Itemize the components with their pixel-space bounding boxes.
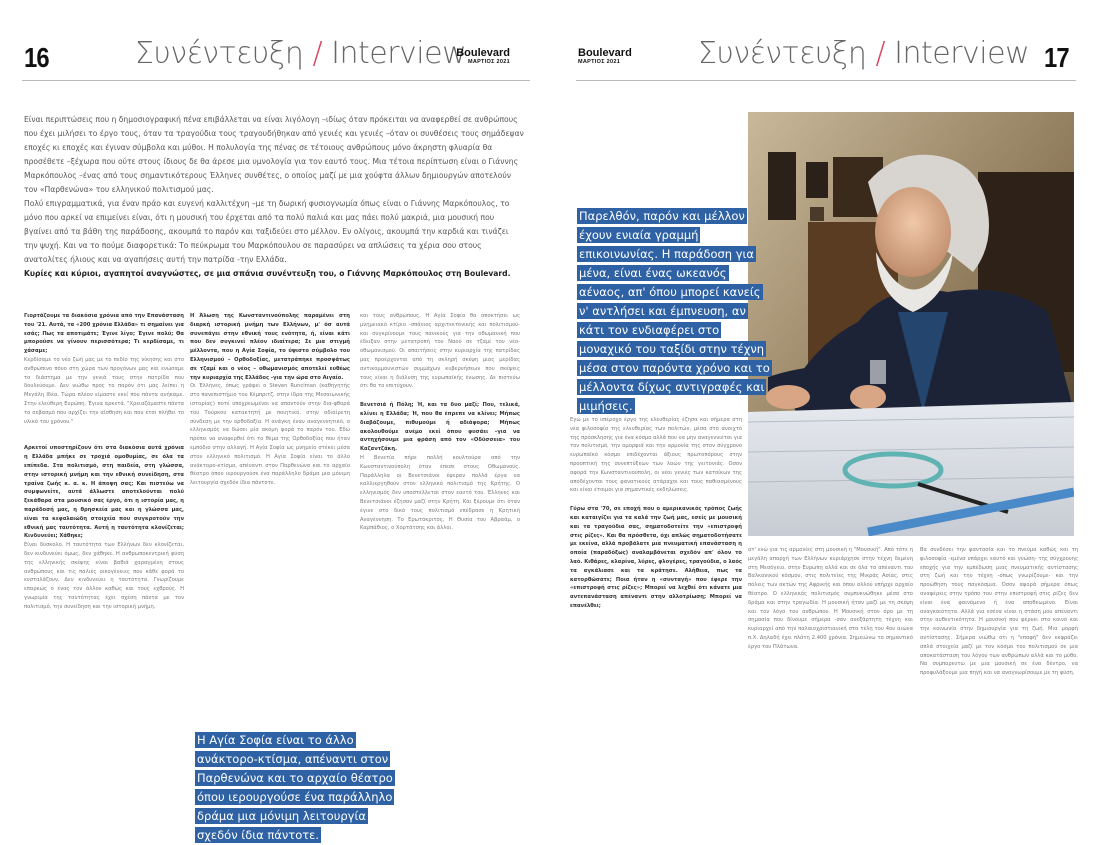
section-title-english: Interview <box>894 36 1030 71</box>
question: Γύρω στα '70, σε εποχή που ο αμερικανικός τρόπος ζωής και καταιγίζει για τα καλά την ζωή μας, εσείς με μουσική και τα τραγούδια σας, σηματοδοτείτε την «επιστροφή στις ρίζες». Και θα πρόσθετα, όχι απλώς σηματοδοτήσατε με εκείνα, αλλά προβάλατε μια πνευματική επανάσταση η οποία (παραδόξως) αναλαμβάνεται σχεδόν απ' όλον το λαό. Κιθάρες, κλαρίνα, λύρες, φλογέρες, τραγούδια, ο λαός τα αγκάλιασε και τα κράτησε. Αλήθεια, πως τα κατορθώσατε; Ποια ήταν η «συνταγή» που έφερε την «επιστροφή στις ρίζες»; Μπορεί να λεχθεί ότι κάνατε μια αντεπανάσταση απέναντι στην αλλοτρίωση; Μπορεί να επανέλθει; <box>570 506 742 609</box>
section-title <box>698 36 1029 71</box>
brand-name: Boulevard <box>578 47 632 59</box>
section-title-greek: Συνέντευξη <box>135 36 304 71</box>
answer: Εγώ με το υπέροχο έργο της ελευθερίας έζησα και σήμερα στη νέα φιλοσοφία της ελευθερίας των πολιτών, μέσα στο ανοιχτό της πρόσκλησης για ένα κόσμο αλλά που να μην αναγεννιέται για τον πολιτισμό, την ομορφιά και την αρμονία της στον σύγχρονο ευρωπαϊκό κόσμο επιδέχονται άξιους πρωτοπόρους στην προοπτική της συνεπτύξεων των λαών της γειτονιάς. Οσον αφορά την Κωνσταντινούπολη, οι νέοι γενιές των κατοίκων της αποδέχονται τους φανατικούς ατάραχοι και τους παθιασμένους και είναι έτοιμοι για σημαντικές εκδηλώσεις. <box>570 417 742 494</box>
answer: Είναι δύσκολο. Η ταυτότητα των Ελλήνων δεν κλονίζεται, δεν κινδυνεύει όμως, δεν χάθηκε. Η ανθρωποκεντρική φύση της ελληνικής σκέψης είναι βαθιά χαραγμένη στους ανθρώπους και τις παλιές οικογένειες που κάθε φορά το ενσταλάζουν. Δεν κινδυνεύει η ταυτότητα. Γνωρίζουμε επαρκώς ο ένας τον άλλον καθώς και τους εχθρούς. Η γνωριμία της ταυτότητας έχει σχέση πάντα με τον πολιτισμό, την συνείδηση και την ιστορική μνήμη. <box>24 542 184 610</box>
section-slash: / <box>312 36 323 71</box>
header-divider <box>22 80 530 81</box>
question: Αρκετοί υποστηρίζουν ότι στα διακόσια αυτά χρόνια η Ελλάδα μπήκε σε τροχιά ομοθυμίας, σε όλα τα επίπεδα. Στα πολιτισμό, στη παιδεία, στη γλώσσα, στην ιστορική μνήμη και την εθνική συνείδηση, στα τραίνα ζωής κ. α. κ. Η άποψη σας; Και πιστεύω να συμφωνείτε, αυτά άλλωστε αποτελούνται πολύ ξεκάθαρα στα μουσικό σας έργο, ότι η ιστορία μας, η παράδοσή μας, η θρησκεία μας και η γλώσσα μας, είναι τα κεφαλαιώδη στοιχεία που συγκροτούν την εθνική μας ταυτότητα. Αυτή η ταυτότητα κλονίζεται; Κινδυνεύει; Χάθηκε; <box>24 445 184 540</box>
pull-quote-text: Παρελθόν, παρόν και μέλλον έχουν ενιαία γραμμή επικοινωνίας. Η παράδοση για μένα, είναι ένας ωκεανός αέναος, απ' όπου μπορεί κανείς ν' αντλήσει και έμπνευση, αν κάτι τον ενδιαφέρει στο μοναχικό του ταξίδι στην τέχνη μέσα στον παρόντα χρόνο και το μέλλοντα δίχως αντιγραφές και μιμήσεις. <box>579 209 770 413</box>
intro-closing: Κυρίες και κύριοι, αγαπητοί αναγνώστες, σε μια σπάνια συνέντευξη του, ο Γιάννης Μαρκόπουλος στη Boulevard. <box>24 269 511 278</box>
page-number: 16 <box>24 42 49 73</box>
question: Βενετσιά ή Πόλη; Ή, και τα δυο μαζί; Που, τελικά, κλίνει η Ελλάδα; Ή, που θα έπρεπε να κλίνει; Μήπως διαβάζουμε, πιθυμούμε ή αδιάφορα; Μήπως ακολουθούμε ανέμο εκεί όπου φυσάει –για να αντηχήσουμε μια φράση από τον «Οδύσσεια» του Καζαντζάκη. <box>360 402 520 453</box>
brand-logo <box>456 48 510 65</box>
section-title-greek: Συνέντευξη <box>698 36 867 71</box>
answer: ατ' ενώ για τις αρμονίες στη μουσική η "Μουσική". Από τότε η μεγάλη απαρχή των Ελλήνων κυριάρχησε στην τέχνη δεμένη στη Μεσόγειο, στην Ευρώπη αλλά και σε όλα τα απέναντι του Βαλκανικού κόσμου, στις πολιτείες της Μικράς Ασίας, στις πόλεις των ακτών της Αφρικής και όπου αλλού υπήρχε αρχαίο θέατρο. Ο ελληνικός πολιτισμός συμπυκνώθηκε μέσα στο δράμα και στην τραγωδία. Η μουσική ήταν μαζί με τη σκέψη και τον λόγο του ανθρώπου. Η Μουσική στον όρο με τη σημασία που δίνουμε σήμερα -σαν ανεξάρτητη τέχνη και κυριαρχεί από την παλαιοχριστιανική στα τέλη του 4ου αιώνα π.Χ. Δηλαδή έχει πλάτη 2.400 χρόνια. Σημειώνω το σημαντικό έργο του Πλάτωνα. <box>748 547 913 650</box>
brand-logo <box>578 48 632 65</box>
section-title-english: Interview <box>331 36 467 71</box>
answer: Η Βενετία πήρε πολλή κουλτούρα από την Κωνσταντινούπολη όταν έπεσε στους Οθωμανούς. Παράλληλα οι Βενετσιάνοι έφεραν πολλά έργα να καλλιεργηθούν στον ελληνικό πολιτισμό της Κρήτης. Ο ελληνισμός δεν υποστέλλεται στον εαυτό του. Έλληνες και Βενετσιάνοι έζησαν μαζί στην Κρήτη. Και ξέρουμε ότι όταν έγινε στο δικό τους πολιτισμό επέδρασε η Κρητική Αναγέννηση. Το Ερωτόκριτος, Η Θυσία του Αβραάμ, ο Καρπάθιος, ο Χορτάτσης και άλλοι. <box>360 454 520 532</box>
article-column-2 <box>748 546 913 818</box>
article-column-1 <box>24 312 184 752</box>
answer: Βα συνδέσει την φαντασία και το πνεύμα καθώς και τη φιλοσοφία -εμένα υπάρχει εαυτό και γνώση- της σύγχρονης εποχής για την εμπέδωση μιας πνευματικής αντίστασης στη ζωή και την τέχνη -όπως γνωρίζουμε- και την προώθηση τους παγκόσμια. Όσον αφορά σήμερα όπως αναφέρεις στην τρόπο του στην επιστροφή στις ρίζες δεν είναι ένα φαινόμενο ή ένα αποθεωμένο. Είναι αναγκαιότητα. Αλλά για εσένα είναι η στάση μου απέναντι στην αυθεντικότητα. Η μουσική που φέρνει στο κοινό και την κοινωνία στην δημιουργία για τη ζωή. Μια μορφή αντίστασης. Σήμερα νιώθω ότι η "επαφή" δεν εκφράζει απλά στοιχεία μαζί με τον κόσμο του πολιτισμού σε μια αποκατάσταση του λόγου των ανθρώπων αλλά και το μύθο. Να συμπορευτώ με μια μουσική σε ένα δέντρο, να προφυλάξουμε μια πηγή και να αναγνωρίσουμε με τη φύση. <box>920 547 1078 677</box>
portrait-photo <box>748 112 1074 536</box>
brand-name: Boulevard <box>456 47 510 59</box>
brand-issue: ΜΑΡΤΙΟΣ 2021 <box>578 59 621 65</box>
pull-quote <box>577 207 773 416</box>
intro-paragraph: Είναι περιπτώσεις που η δημοσιογραφική πένα επιβάλλεται να είναι λιγόλογη –ιδίως όταν πρόκειται να αναφερθεί σε ανθρώπους που έχει μιλήσει το έργο τους, όταν τα τραγούδια τους τραγουδήθηκαν από γενιές και γενιές –όταν οι συνθέσεις τους σημάδεψαν εποχές κι εποχές και έγιναν σύμβολα και μύθοι. Η πολυλογία της πένας σε τέτοιους ανθρώπους μόνο άκρηστη φλυαρία θα προσέθετε –ξέχωρα που ούτε στους ίδιους δε θα άρεσε μια υμνολογία για τον εαυτό τους. Μια τέτοια περίπτωση είναι ο Γιάννης Μαρκόπουλος –ένας από τους σημαντικότερους Έλληνες συνθέτες, ο οποίος μαζί με μια χούφτα άλλων δημιουργών αποτελούν τον «Παρθενώνα» του ελληνικού πολιτισμού μας. <box>24 115 524 194</box>
face <box>875 187 951 277</box>
question: Γιορτάζουμε τα διακόσια χρόνια από την Επανάσταση του '21. Αυτά, τα «200 χρόνια Ελλάδα» τι σημαίνει για εσάς; Πως τα αποτιμάτε; Έγινε λίγο; Έγινε πολύ; Θα μπορούσε να γίνουν περισσότερα; Τι κερδίσαμε, τι χάσαμε; <box>24 313 184 355</box>
brand-issue: ΜΑΡΤΙΟΣ 2021 <box>467 59 510 65</box>
header-divider <box>576 80 1076 81</box>
article-column-3 <box>360 312 520 802</box>
question: Η Άλωση της Κωνσταντινούπολης παραμένει στη διαρκή ιστορική μνήμη των Ελλήνων, μ' όσ αυτά συνεπάγει στην εθνική τους ενότητα, ή, είναι κάτι που δεν συγκινεί πλέον ιδιαίτερα; Σε μια στιγμή μέλλοντα, που η Αγία Σοφία, το ύψιστο σύμβολο του Ελληνισμού – Ορθοδοξίας, μετατράπηκε προσφάτως σε τζαμί και ο νέος – οθωμανισμός αποτελεί ευθέως την κυριαρχία της Ελλάδος -για την ώρα στο Αιγαίο. <box>190 313 350 381</box>
answer: Οι Έλληνες, όπως γράφει ο Steven Runciman (καθηγητής στο πανεπιστήμιο του Κέμπριτζ, στην ίδρα της Μεσαιωνικής ιστορίας) ποτέ υποχρεωμένοι να απαντούν στην δια-φθορά του Τούρκου κατακτητή με ποιητικό, στην αδιαίρετη σύνδεση με την ορθοδοξία. Η ανάγκη έναν αναγεννητικό, ο ελληνισμός να δώσει μία ακόμη φορά το παρόν του. Εδώ πρέπει να αναφερθεί ότι το θέμα της Ορθοδοξίας που ήταν εμπόδιο στην αλλαγή. Η Αγία Σοφία ως μνημείο στέκει μέσα στον ελληνικό πολιτισμό. Η Αγία Σοφία είναι το άλλο ανάκτορο-κτίσμα, απέναντι στον Παρθενώνα και το αρχαίο θέατρο όπου ιερουργούσε ένα παράλληλο δράμα μια μόνιμη λειτουργία σχεδόν ίδια πάντοτε. <box>190 383 350 487</box>
section-title <box>135 36 466 71</box>
desk-papers <box>748 402 1074 536</box>
page-number: 17 <box>1044 42 1069 73</box>
article-column-2 <box>190 312 350 708</box>
pull-quote-text: Η Αγία Σοφία είναι το άλλο ανάκτορο-κτίσμα, απέναντι στον Παρθενώνα και το αρχαίο θέατρο όπου ιερουργούσε ένα παράλληλο δράμα μια μόνιμη λειτουργία σχεδόν ίδια πάντοτε. <box>197 733 393 842</box>
portrait-illustration <box>748 112 1074 536</box>
section-slash: / <box>875 36 886 71</box>
answer: και τους ανθρώπους. Η Αγία Σοφία θα αποκτήσει ως μνημειακό κτίριο -σπάνιος αρχιτεκτονικής και πολιτισμού- και συγκρίνουμε τους πανικούς για την οθωμανική που έδειξαν στην μετατροπή του Ναού σε τζαμί του νέο-οθωμανισμού. Οι απαιτήσεις στην κυριαρχία της πατρίδας μας προέρχονται από τη σκληρή σκέψη μιας μερίδας αντικομμουνιστών συμμάχων κυβερνήσεων που σκέψεις τους είναι η διάλυση της ευρωπαϊκής ένωσης. Δε πιστεύω ότι θα το επιτύχουν. <box>360 313 520 390</box>
intro-text <box>24 113 524 281</box>
answer: Κερδίσαμε το νέο ζωή μας με το πεδίο της νίκησης και στο ανθρώπινο πόνο στη χώρα των προγόνων μας και ενώσαμε το διάστημα με την γενιά τους στην πατρίδα που δουλεύουμε. Δεν νιώθω προς το παρόν ότι μας λείπει η Μεγάλη Ιδέα. Τώρα πλέον είμαστε εκεί που πάντα ανήκαμε. Στην ελεύθερη Ευρώπη. Έγινα αρκετά. "Χρειαζόμαστε πάντα το σεβασμό που αρχίζει την αίσθηση και που έτσι πλήθει το υλικό του χρόνου." <box>24 356 184 425</box>
page-left <box>0 0 550 842</box>
article-column-1 <box>570 416 742 816</box>
intro-paragraph: Πολύ επιγραμματικά, για έναν πράο και ευγενή καλλιτέχνη –με τη δωρική φυσιογνωμία όπως είναι ο Γιάννης Μαρκόπουλος, το μόνο που αρκεί να επιμείνει είναι, ότι η μουσική του έρχεται από τα πολύ παλιά και μας πάει πολύ μακριά, μια μουσική που βγαίνει από τα βάθη της παράδοσης, ακουμπά το παρόν και ταξιδεύει στο μέλλον. Εν ολίγοις, ακουμπά την καρδιά και τινάζει την ψυχή. Και να το πούμε διαφορετικά: Το πεύκρωμα του Μαρκόπουλου σε παρασύρει να απλώσεις τα χέρια σου στους ανατολίτες ήλιους και να αγαπήσεις αυτή την πατρίδα -την Ελλάδα. <box>24 199 510 264</box>
article-column-3 <box>920 546 1078 818</box>
